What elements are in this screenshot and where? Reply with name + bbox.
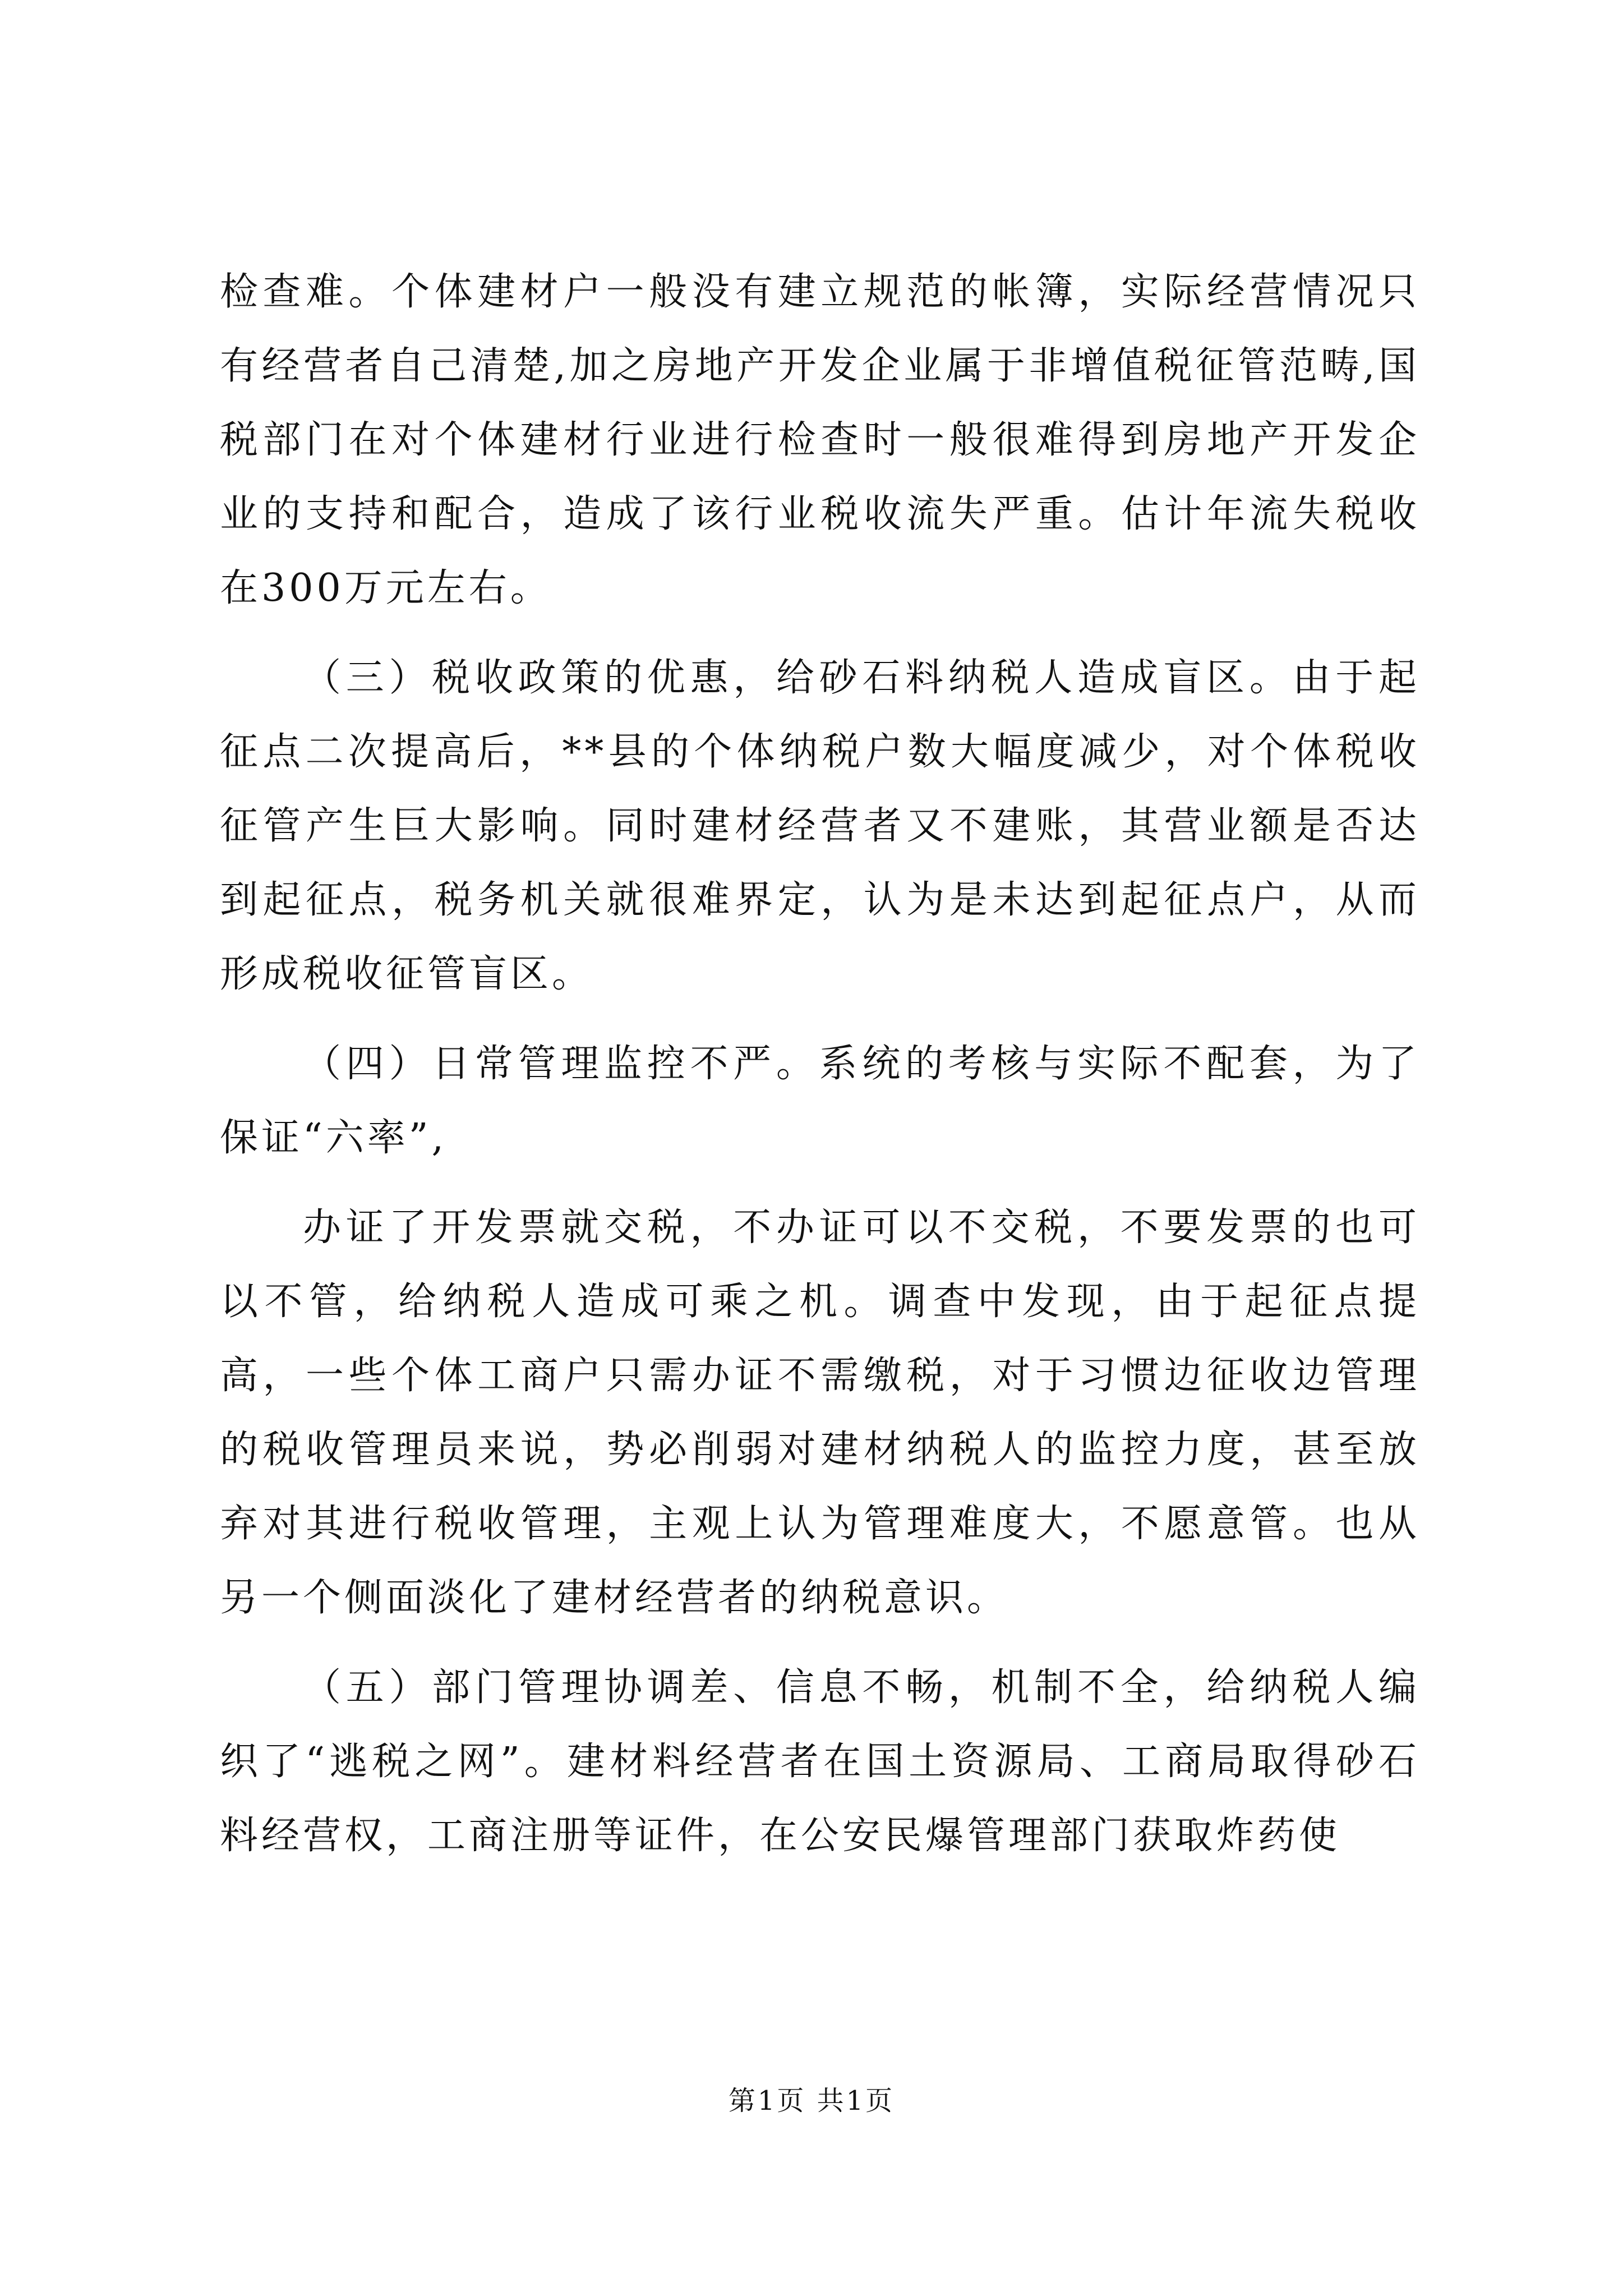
- paragraph-3: （四）日常管理监控不严。系统的考核与实际不配套，为了保证“六率”,: [220, 1042, 1420, 1160]
- paragraph-4: 办证了开发票就交税，不办证可以不交税，不要发票的也可以不管，给纳税人造成可乘之机。调查中发现，由于起征点提高，一些个体工商户只需办证不需缴税，对于习惯边征收边管理的税收管理员来说，势必削弱对建材纳税人的监控力度，甚至放弃对其进行税收管理，主观上认为管理难度大，不愿意管。也从另一个侧面淡化了建材经营者的纳税意识。: [220, 1205, 1420, 1620]
- document-body: [220, 255, 1420, 1873]
- paragraph-2: （三）税收政策的优惠，给砂石料纳税人造成盲区。由于起征点二次提高后，**县的个体纳税户数大幅度减少，对个体税收征管产生巨大影响。同时建材经营者又不建账，其营业额是否达到起征点，税务机关就很难界定，认为是未达到起征点户，从而形成税收征管盲区。: [220, 656, 1420, 996]
- paragraph-1: 检查难。个体建材户一般没有建立规范的帐簿，实际经营情况只有经营者自己清楚,加之房地产开发企业属于非增值税征管范畴,国税部门在对个体建材行业进行检查时一般很难得到房地产开发企业的支持和配合，造成了该行业税收流失严重。估计年流失税收在300万元左右。: [220, 270, 1420, 610]
- paragraph-5: （五）部门管理协调差、信息不畅，机制不全，给纳税人编织了“逃税之网”。建材料经营者在国土资源局、工商局取得砂石料经营权，工商注册等证件，在公安民爆管理部门获取炸药使: [220, 1665, 1420, 1858]
- page-footer: 第1页 共1页: [728, 2085, 895, 2116]
